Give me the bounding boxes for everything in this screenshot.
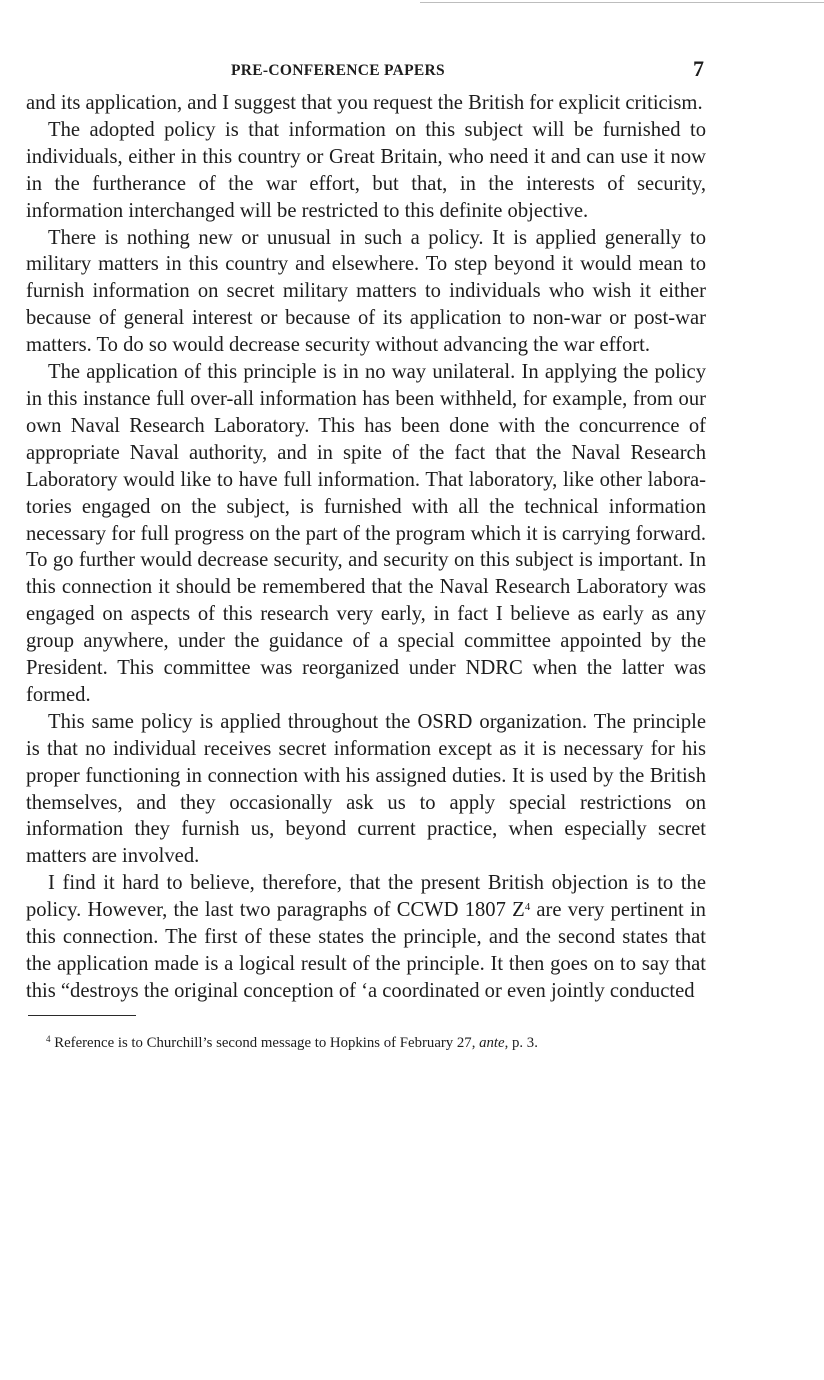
paragraph-2: The adopted policy is that information on this subject will be furnished to individuals, either in this country or Great Britain, who need it and can use it now in the furtherance of the war effort, but that, in the interests of security, information interchanged will be restricted to this definite objective. — [26, 118, 706, 222]
paragraph-6-rest: are very pertinent in this connection. The first of these states the principle, and the second states that the application made is a logical result of the principle. It then goes on to say that this “destroys the original conception of ‘a coordinated or even jointly conducted — [26, 899, 706, 1002]
paragraph-5: This same policy is applied throughout the OSRD organization. The principle is that no individual receives secret information except as it is necessary for his proper functioning in connection with his assigned duties. It is used by the British themselves, and they occasionally ask us to apply special restrictions on information they furnish us, beyond current practice, when especially secret matters are involved. — [26, 710, 706, 868]
footnote-reference: 4 — [524, 901, 531, 914]
running-head — [26, 56, 706, 90]
paragraph-1: and its application, and I suggest that you request the British for explicit criticism. — [26, 92, 703, 114]
paragraph-3: There is nothing new or unusual in such a policy. It is applied generally to military matters in this country and elsewhere. To step beyond it would mean to furnish information on secret military matters to individuals who wish it either because of general interest or because of its application to non-war or post-war matters. To do so would decrease security without advancing the war effort. — [26, 226, 706, 357]
page-number: 7 — [693, 56, 704, 81]
footnote-divider — [28, 1015, 136, 1016]
paragraph-4: The application of this principle is in no way unilateral. In applying the policy in this instance full over-all information has been withheld, for example, from our own Naval Research Laboratory. This has been done with the concurrence of appropriate Naval authority, and in spite of the fact that the Naval Research Laboratory would like to have full information. That laboratory, like other laboratories engaged on the subject, is furnished with all the technical information necessary for full progress on the part of the program which it is carrying forward. To go further would decrease security, and security on this subject is important. In this connection it should be remembered that the Naval Research Laboratory was engaged on aspects of this research very early, in fact I believe as early as any group anywhere, under the guidance of a special committee appointed by the President. This committee was reorganized under NDRC when the latter was formed. — [26, 361, 706, 706]
document-page — [26, 56, 706, 1053]
footnote-marker: 4 — [46, 1033, 51, 1044]
running-title: PRE-CONFERENCE PAPERS — [231, 62, 445, 79]
footnote-page-ref: , p. 3. — [504, 1034, 538, 1051]
footnote — [26, 1033, 706, 1053]
paragraph-6-start: I find it hard to believe, therefore, that the present British objection is to the policy. However, the last two paragraphs of CCWD 1807 Z — [26, 872, 706, 922]
scan-edge-line — [420, 2, 824, 3]
paragraph-6 — [26, 870, 706, 1005]
footnote-text: Reference is to Churchill’s second message to Hopkins of February 27, — [50, 1034, 480, 1051]
body-text — [26, 90, 706, 1005]
footnote-ante: ante — [479, 1034, 505, 1051]
